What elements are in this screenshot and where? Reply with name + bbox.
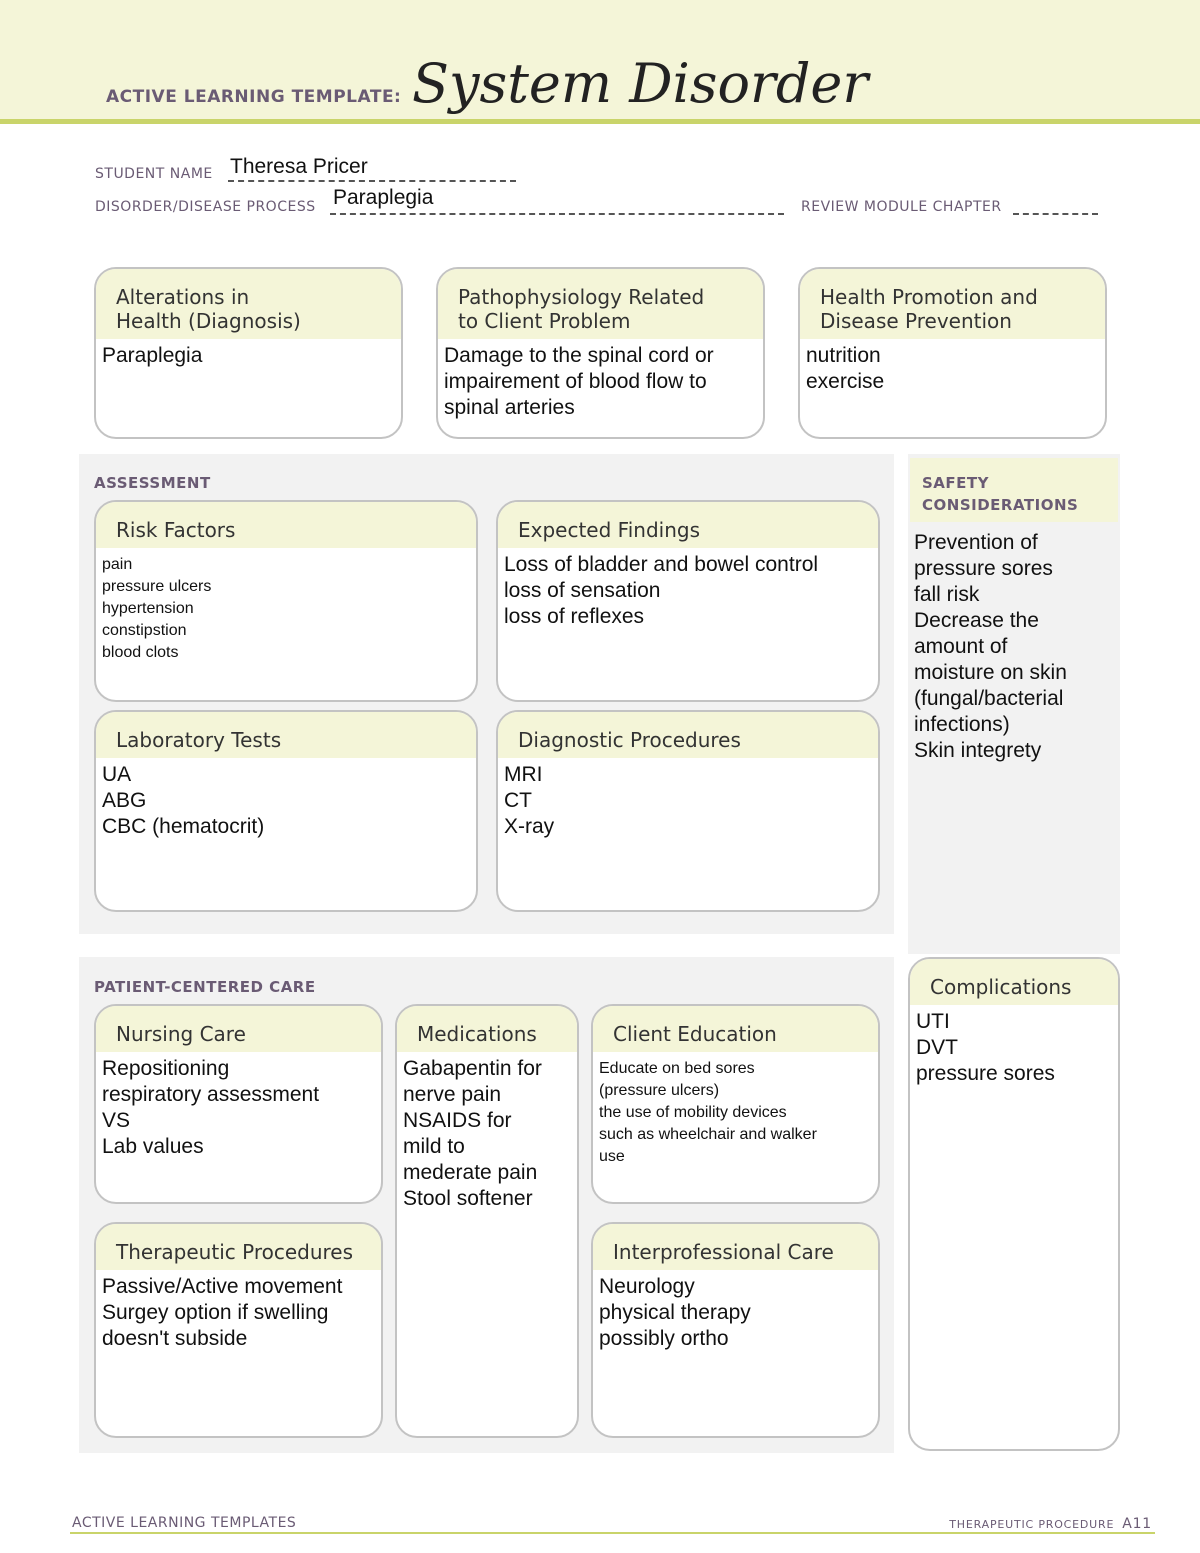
- list-item: exercise: [806, 370, 885, 393]
- student-name-label: STUDENT NAME: [95, 166, 213, 182]
- list-item: Repositioning: [102, 1057, 230, 1080]
- medications-content: [397, 1052, 577, 1216]
- list-item: possibly ortho: [599, 1327, 729, 1350]
- therapeutic-procedures-title: Therapeutic Procedures: [96, 1224, 381, 1270]
- page-title: System Disorder: [412, 52, 869, 115]
- medications-title: Medications: [397, 1006, 577, 1052]
- review-module-label: REVIEW MODULE CHAPTER: [801, 199, 1002, 215]
- list-item: mild to: [403, 1135, 465, 1158]
- risk-factors-box: [94, 500, 478, 702]
- list-item: (pressure ulcers): [599, 1082, 720, 1099]
- list-item: Surgey option if swelling: [102, 1301, 329, 1324]
- pathophysiology-title-line-2: to Client Problem: [458, 309, 631, 333]
- laboratory-tests-box: [94, 710, 478, 912]
- nursing-care-title: Nursing Care: [96, 1006, 381, 1052]
- footer-section: THERAPEUTIC PROCEDURE: [949, 1518, 1115, 1531]
- list-item: ABG: [102, 789, 147, 812]
- list-item: mederate pain: [403, 1161, 538, 1184]
- expected-findings-content: [498, 548, 878, 634]
- list-item: such as wheelchair and walker: [599, 1126, 817, 1143]
- list-item: infections): [914, 713, 1010, 736]
- interprofessional-care-box: [591, 1222, 880, 1438]
- client-education-content: [593, 1052, 878, 1172]
- list-item: nerve pain: [403, 1083, 502, 1106]
- patient-care-label: PATIENT-CENTERED CARE: [94, 978, 316, 996]
- list-item: doesn't subside: [102, 1327, 248, 1350]
- expected-findings-title: Expected Findings: [498, 502, 878, 548]
- risk-factors-content: [96, 548, 476, 668]
- list-item: X-ray: [504, 815, 555, 838]
- list-item: Decrease the: [914, 609, 1039, 632]
- template-label: ACTIVE LEARNING TEMPLATE:: [106, 87, 402, 107]
- alterations-box: [94, 267, 403, 439]
- complications-title: Complications: [910, 959, 1118, 1005]
- list-item: loss of reflexes: [504, 605, 645, 628]
- interprofessional-care-content: [593, 1270, 878, 1356]
- complications-content: [910, 1005, 1118, 1091]
- list-item: pain: [102, 556, 133, 573]
- list-item: nutrition: [806, 344, 881, 367]
- alterations-title-line-1: Alterations in: [116, 285, 250, 309]
- list-item: CT: [504, 789, 532, 812]
- diagnostic-procedures-box: [496, 710, 880, 912]
- list-item: Paraplegia: [102, 344, 203, 367]
- expected-findings-box: [496, 500, 880, 702]
- list-item: fall risk: [914, 583, 980, 606]
- disorder-label: DISORDER/DISEASE PROCESS: [95, 199, 316, 215]
- list-item: CBC (hematocrit): [102, 815, 265, 838]
- footer-right: [949, 1516, 1152, 1532]
- client-education-box: [591, 1004, 880, 1204]
- client-education-title: Client Education: [593, 1006, 878, 1052]
- list-item: UA: [102, 763, 132, 786]
- medications-box: [395, 1004, 579, 1438]
- list-item: Lab values: [102, 1135, 204, 1158]
- list-item: amount of: [914, 635, 1008, 658]
- disorder-field[interactable]: Paraplegia: [333, 186, 434, 209]
- health-promotion-title-line-1: Health Promotion and: [820, 285, 1038, 309]
- pathophysiology-content: [438, 339, 763, 425]
- safety-content: [914, 530, 1067, 764]
- list-item: spinal arteries: [444, 396, 575, 419]
- assessment-label: ASSESSMENT: [94, 474, 211, 492]
- list-item: VS: [102, 1109, 131, 1132]
- page-number: A11: [1122, 1516, 1152, 1532]
- footer-left: ACTIVE LEARNING TEMPLATES: [72, 1515, 297, 1531]
- list-item: impairement of blood flow to: [444, 370, 707, 393]
- list-item: pressure sores: [916, 1062, 1055, 1085]
- list-item: pressure sores: [914, 557, 1053, 580]
- list-item: Gabapentin for: [403, 1057, 542, 1080]
- pathophysiology-title: [438, 269, 763, 339]
- nursing-care-content: [96, 1052, 381, 1164]
- list-item: MRI: [504, 763, 543, 786]
- health-promotion-content: [800, 339, 1105, 399]
- alterations-content: [96, 339, 401, 373]
- safety-label: [910, 458, 1118, 522]
- health-promotion-box: [798, 267, 1107, 439]
- pathophysiology-title-line-1: Pathophysiology Related: [458, 285, 705, 309]
- list-item: respiratory assessment: [102, 1083, 320, 1106]
- list-item: DVT: [916, 1036, 958, 1059]
- list-item: moisture on skin: [914, 661, 1067, 684]
- health-promotion-title: [800, 269, 1105, 339]
- list-item: Educate on bed sores: [599, 1060, 755, 1077]
- list-item: Skin integrety: [914, 739, 1042, 762]
- list-item: hypertension: [102, 600, 194, 617]
- laboratory-tests-title: Laboratory Tests: [96, 712, 476, 758]
- list-item: Stool softener: [403, 1187, 533, 1210]
- list-item: (fungal/bacterial: [914, 687, 1064, 710]
- list-item: constipstion: [102, 622, 187, 639]
- safety-label-line-1: SAFETY: [922, 474, 989, 492]
- complications-box: [908, 957, 1120, 1451]
- list-item: Passive/Active movement: [102, 1275, 343, 1298]
- alterations-title: [96, 269, 401, 339]
- footer-divider: [70, 1532, 1155, 1534]
- list-item: the use of mobility devices: [599, 1104, 787, 1121]
- list-item: loss of sensation: [504, 579, 661, 602]
- list-item: physical therapy: [599, 1301, 751, 1324]
- health-promotion-title-line-2: Disease Prevention: [820, 309, 1012, 333]
- list-item: Neurology: [599, 1275, 695, 1298]
- list-item: blood clots: [102, 644, 179, 661]
- list-item: Damage to the spinal cord or: [444, 344, 714, 367]
- laboratory-tests-content: [96, 758, 476, 844]
- nursing-care-box: [94, 1004, 383, 1204]
- diagnostic-procedures-content: [498, 758, 878, 844]
- list-item: Loss of bladder and bowel control: [504, 553, 819, 576]
- review-module-line: [1013, 199, 1098, 215]
- list-item: use: [599, 1148, 625, 1165]
- safety-label-line-2: CONSIDERATIONS: [922, 496, 1079, 514]
- therapeutic-procedures-box: [94, 1222, 383, 1438]
- diagnostic-procedures-title: Diagnostic Procedures: [498, 712, 878, 758]
- interprofessional-care-title: Interprofessional Care: [593, 1224, 878, 1270]
- list-item: pressure ulcers: [102, 578, 212, 595]
- therapeutic-procedures-content: [96, 1270, 381, 1356]
- list-item: UTI: [916, 1010, 950, 1033]
- alterations-title-line-2: Health (Diagnosis): [116, 309, 301, 333]
- list-item: NSAIDS for: [403, 1109, 512, 1132]
- pathophysiology-box: [436, 267, 765, 439]
- risk-factors-title: Risk Factors: [96, 502, 476, 548]
- list-item: Prevention of: [914, 531, 1038, 554]
- student-name-field[interactable]: Theresa Pricer: [230, 155, 368, 178]
